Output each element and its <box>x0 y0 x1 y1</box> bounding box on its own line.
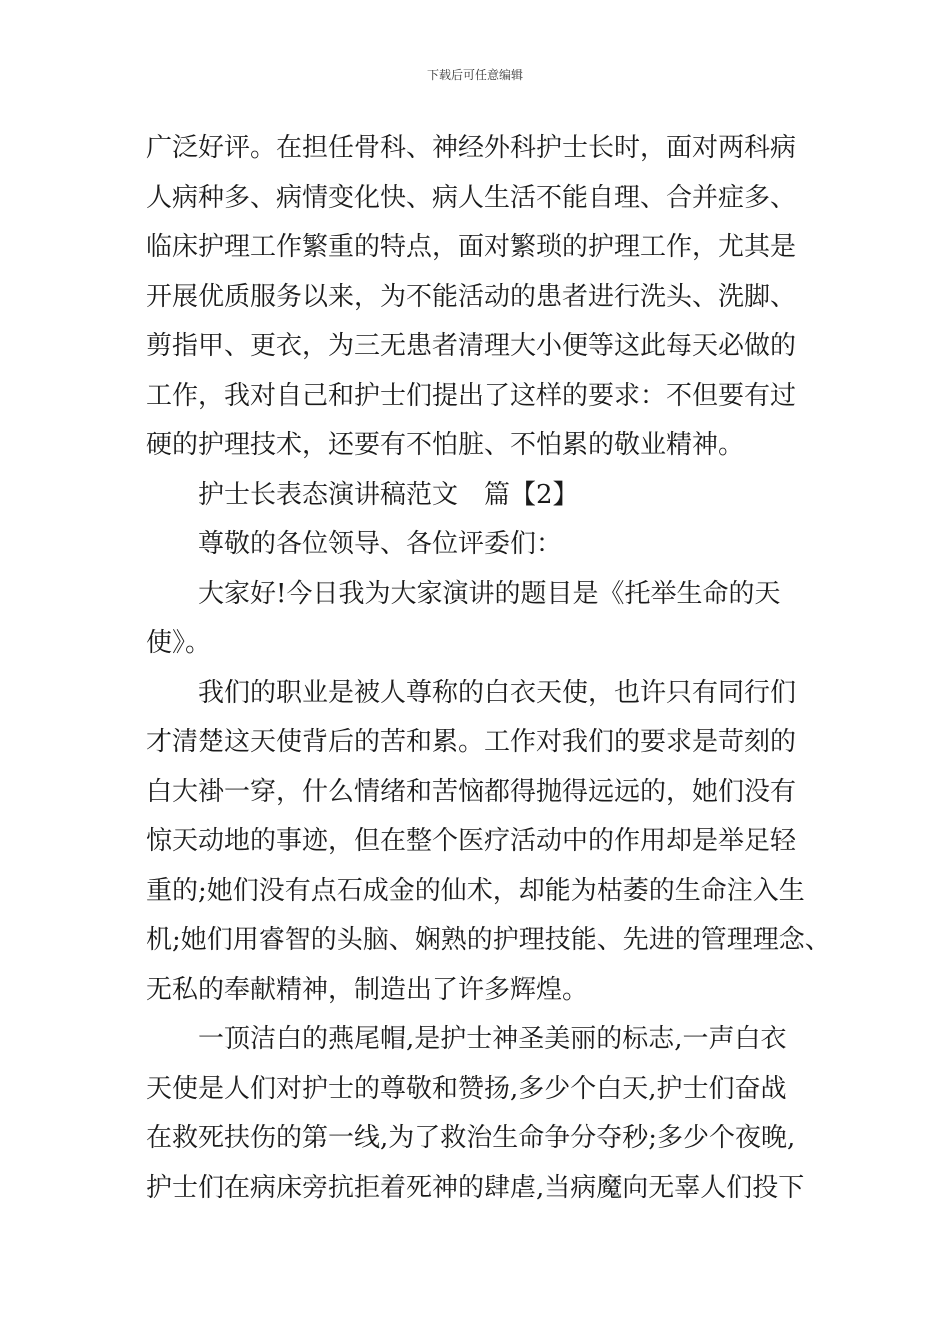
page-header-note: 下载后可任意编辑 <box>426 68 523 82</box>
text-line: 白大褂一穿，什么情绪和苦恼都得抛得远远的，她们没有 <box>146 776 797 807</box>
text-line: 一顶洁白的燕尾帽,是护士神圣美丽的标志,一声白衣 <box>198 1024 787 1054</box>
text-line: 无私的奉献精神，制造出了许多辉煌。 <box>146 974 589 1005</box>
text-line: 临床护理工作繁重的特点，面对繁琐的护理工作，尤其是 <box>146 232 797 262</box>
text-line: 天使是人们对护士的尊敬和赞扬,多少个白天,护士们奋战 <box>146 1073 787 1104</box>
text-line: 工作，我对自己和护士们提出了这样的要求：不但要有过 <box>146 380 797 411</box>
text-line: 惊天动地的事迹，但在整个医疗活动中的作用却是举足轻 <box>146 826 797 856</box>
text-line: 大家好!今日我为大家演讲的题目是《托举生命的天 <box>198 578 781 609</box>
text-line: 硬的护理技术，还要有不怕脏、不怕累的敬业精神。 <box>146 430 745 460</box>
text-line: 机;她们用睿智的头脑、娴熟的护理技能、先进的管理理念、 <box>146 925 831 955</box>
text-line: 使》。 <box>146 628 212 658</box>
text-line: 剪指甲、更衣，为三无患者清理大小便等这此每天必做的 <box>146 331 797 361</box>
text-line: 护士长表态演讲稿范文 篇【2】 <box>198 479 579 510</box>
text-line: 开展优质服务以来，为不能活动的患者进行洗头、洗脚、 <box>146 281 797 312</box>
text-line: 尊敬的各位领导、各位评委们： <box>198 529 563 559</box>
text-line: 护士们在病床旁抗拒着死神的肆虐,当病魔向无辜人们投下 <box>146 1172 805 1203</box>
text-line: 重的;她们没有点石成金的仙术，却能为枯萎的生命注入生 <box>146 875 805 906</box>
document-body <box>146 124 831 1213</box>
text-line: 才清楚这天使背后的苦和累。工作对我们的要求是苛刻的 <box>146 727 797 757</box>
text-line: 人病种多、病情变化快、病人生活不能自理、合并症多、 <box>146 182 797 213</box>
text-line: 在救死扶伤的第一线,为了救治生命争分夺秒;多少个夜晚, <box>146 1123 796 1153</box>
text-line: 我们的职业是被人尊称的白衣天使，也许只有同行们 <box>198 677 797 708</box>
text-line: 广泛好评。在担任骨科、神经外科护士长时，面对两科病 <box>146 133 797 163</box>
